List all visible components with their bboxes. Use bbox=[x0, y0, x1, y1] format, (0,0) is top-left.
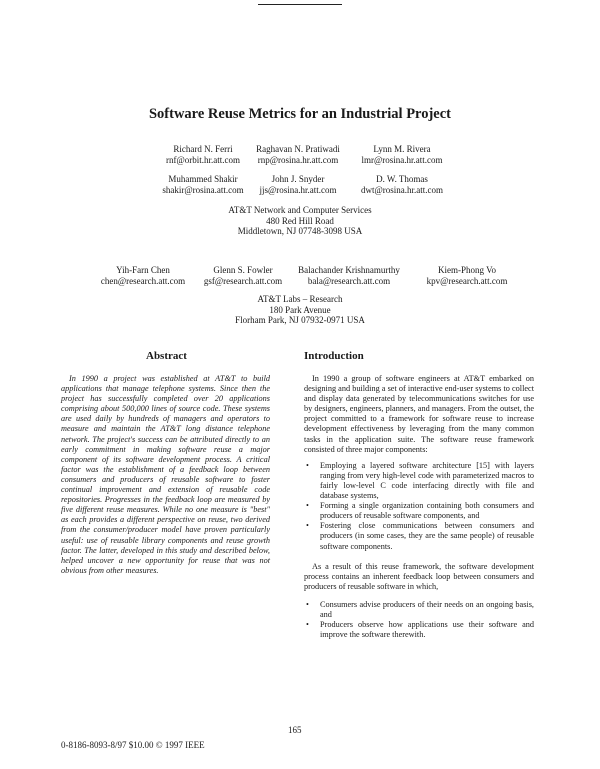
list-item bbox=[304, 461, 534, 501]
list-item-text: Employing a layered software architecture [15] with layers ranging from very high-level code with parameterized macros to fairly low-level C code interfacing directly with file and database systems, bbox=[320, 460, 534, 501]
list-item-text: Forming a single organization containing both consumers and producers of reusable software components, and bbox=[320, 501, 534, 521]
introduction-body bbox=[304, 374, 534, 640]
paper-title: Software Reuse Metrics for an Industrial Project bbox=[148, 106, 452, 122]
author-name: Muhammed Shakir bbox=[168, 174, 238, 184]
author-rivera bbox=[337, 144, 467, 165]
author-email: rnp@rosina.hr.att.com bbox=[257, 154, 339, 165]
list-item-text: Fostering close communications between consumers and producers (in some cases, they are the same people) of reusable software components. bbox=[320, 521, 534, 551]
page-number: 165 bbox=[288, 725, 302, 735]
bullet-icon: • bbox=[306, 501, 309, 511]
copyright-footer: 0-8186-8093-8/97 $10.00 © 1997 IEEE bbox=[61, 740, 205, 750]
list-item bbox=[304, 620, 534, 640]
author-name: Balachander Krishnamurthy bbox=[298, 265, 400, 275]
top-rule bbox=[258, 4, 342, 5]
affiliation-line: Florham Park, NJ 07932-0971 USA bbox=[235, 315, 365, 325]
bullet-icon: • bbox=[306, 460, 309, 470]
author-email: shakir@rosina.att.com bbox=[162, 184, 244, 195]
author-email: lmr@rosina.hr.att.com bbox=[361, 154, 443, 165]
affiliation-line: AT&T Labs – Research bbox=[257, 294, 343, 304]
affiliation-ncs bbox=[0, 205, 600, 237]
author-name: John J. Snyder bbox=[271, 174, 325, 184]
intro-paragraph-1: In 1990 a group of software engineers at AT&T embarked on designing and building a set of interactive end-user systems to collect and display data generated by telecommunications switches for use by designers, engineers, planners, and managers. From the outset, the project committed to a framework for software reuse to increase development effectiveness by leveraging from the many common tasks in the application suite. The software reuse framework consisted of three major components: bbox=[304, 374, 534, 454]
author-thomas bbox=[337, 174, 467, 195]
author-name: Kiem-Phong Vo bbox=[438, 265, 496, 275]
author-email: chen@research.att.com bbox=[100, 275, 186, 286]
bullet-icon: • bbox=[306, 521, 309, 531]
reuse-framework-list bbox=[304, 461, 534, 552]
author-name: Glenn S. Fowler bbox=[213, 265, 273, 275]
author-vo bbox=[402, 265, 532, 286]
author-name: Lynn M. Rivera bbox=[373, 144, 431, 154]
feedback-loop-list bbox=[304, 600, 534, 640]
author-krishnamurthy bbox=[279, 265, 419, 286]
author-name: Richard N. Ferri bbox=[173, 144, 233, 154]
affiliation-line: 480 Red Hill Road bbox=[266, 215, 334, 226]
affiliation-line: 180 Park Avenue bbox=[269, 304, 331, 315]
list-item bbox=[304, 501, 534, 521]
author-name: Yih-Farn Chen bbox=[116, 265, 170, 275]
list-item bbox=[304, 600, 534, 620]
author-email: dwt@rosina.hr.att.com bbox=[360, 184, 444, 195]
author-email: jjs@rosina.hr.att.com bbox=[259, 184, 337, 195]
affiliation-line: Middletown, NJ 07748-3098 USA bbox=[237, 226, 363, 236]
author-email: rnf@orbit.hr.att.com bbox=[165, 154, 241, 165]
list-item-text: Consumers advise producers of their needs on an ongoing basis, and bbox=[320, 599, 534, 619]
bullet-icon: • bbox=[306, 599, 309, 609]
list-item-text: Producers observe how applications use their software and improve the software therewith. bbox=[320, 620, 534, 640]
bullet-icon: • bbox=[306, 620, 309, 630]
author-email: kpv@research.att.com bbox=[426, 275, 508, 286]
list-item bbox=[304, 521, 534, 551]
author-email: gsf@research.att.com bbox=[203, 275, 283, 286]
author-name: D. W. Thomas bbox=[376, 174, 428, 184]
author-email: bala@research.att.com bbox=[307, 275, 391, 286]
abstract-heading: Abstract bbox=[146, 350, 187, 362]
affiliation-labs bbox=[0, 294, 600, 326]
intro-paragraph-2: As a result of this reuse framework, the software development process contains an inherent feedback loop between consumers and producers of reusable software in which, bbox=[304, 561, 534, 591]
affiliation-line: AT&T Network and Computer Services bbox=[228, 205, 372, 215]
author-name: Raghavan N. Pratiwadi bbox=[256, 144, 340, 154]
abstract-text: In 1990 a project was established at AT&T to build applications that manage telephone systems. Since then the project has successfully completed over 20 applications comprising about 500,000 lines of source code. These systems are used daily by hundreds of managers and operators to measure and maintain the AT&T long distance telephone network. The project's success can be attributed directly to an early commitment in making software reuse a major component of its software development process. A critical factor was the establishment of a feedback loop between consumers and producers of reusable software to foster continual improvement and extension of reusable code repositories. Progresses in the feedback loop are measured by five different reuse measures. While no one measure is "best" as each provides a different perspective on reuse, two derived from the consumer/producer model have proven particularly useful: use of reusable library components and reuse growth factor. The latter, developed in this study and described below, helped uncover a new opportunity for reuse that was not obvious from other measures. bbox=[61, 374, 270, 575]
introduction-heading: Introduction bbox=[304, 350, 364, 362]
